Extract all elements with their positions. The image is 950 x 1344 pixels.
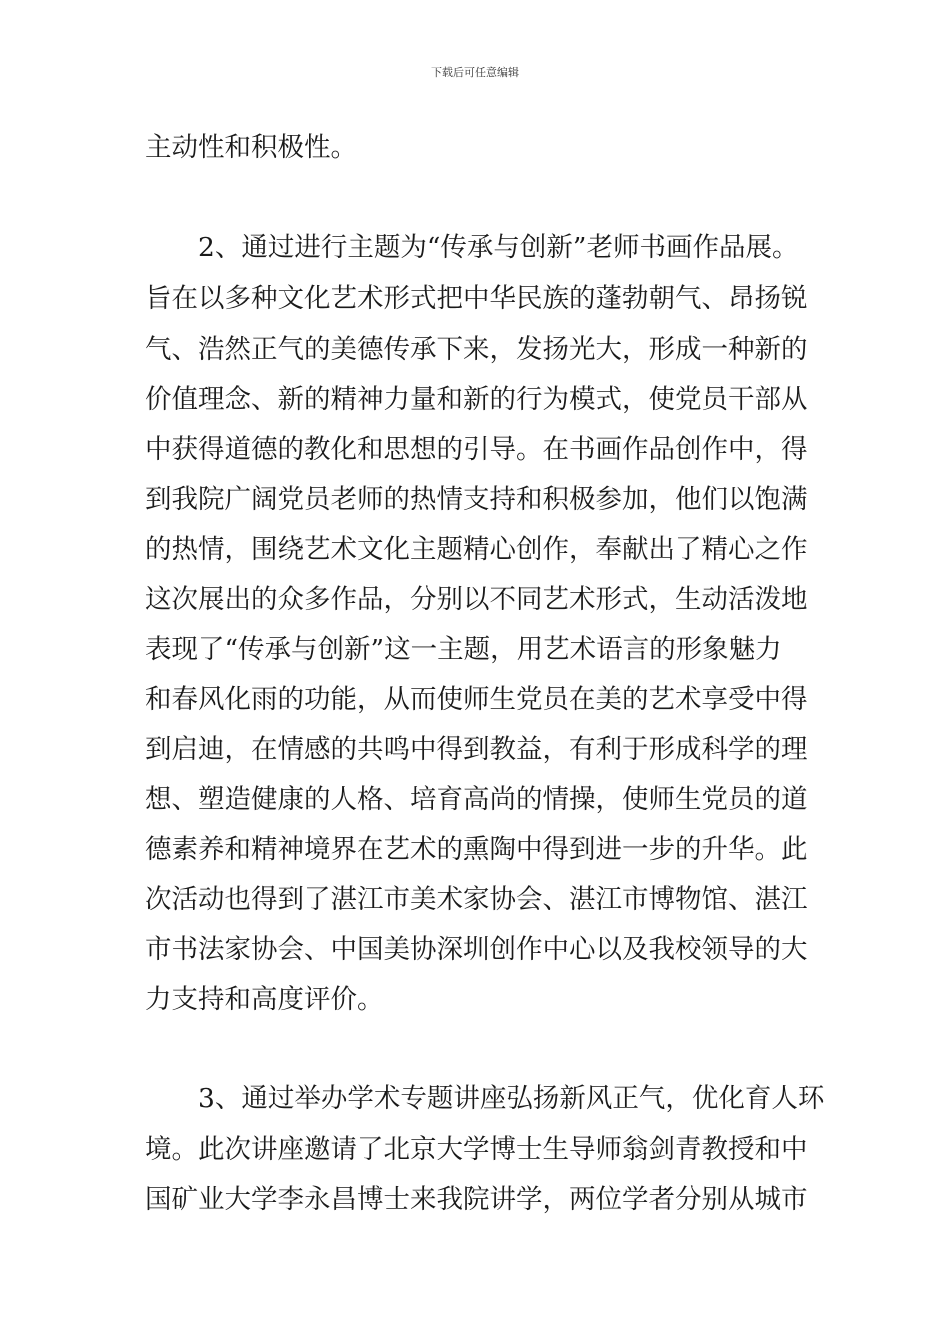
text-line: 旨在以多种文化艺术形式把中华民族的蓬勃朝气、昂扬锐 (145, 283, 808, 314)
text-line: 主动性和积极性。 (145, 132, 357, 163)
text-line: 到我院广阔党员老师的热情支持和积极参加，他们以饱满 (145, 484, 808, 515)
text-line: 价值理念、新的精神力量和新的行为模式，使党员干部从 (145, 384, 808, 415)
text-line: 2、通过进行主题为“传承与创新”老师书画作品展。 (145, 232, 799, 263)
text-line: 中获得道德的教化和思想的引导。在书画作品创作中，得 (145, 434, 808, 465)
text-line: 到启迪，在情感的共鸣中得到教益，有利于形成科学的理 (145, 734, 808, 765)
text-line: 这次展出的众多作品，分别以不同艺术形式，生动活泼地 (145, 584, 808, 615)
text-line: 市书法家协会、中国美协深圳创作中心以及我校领导的大 (145, 934, 808, 965)
page-header: 下载后可任意编辑 (431, 66, 519, 79)
text-line: 气、浩然正气的美德传承下来，发扬光大，形成一种新的 (145, 334, 808, 365)
text-line: 力支持和高度评价。 (145, 984, 384, 1015)
text-line: 想、塑造健康的人格、培育高尚的情操，使师生党员的道 (145, 784, 808, 815)
text-line: 次活动也得到了湛江市美术家协会、湛江市博物馆、湛江 (145, 884, 808, 915)
text-line: 德素养和精神境界在艺术的熏陶中得到进一步的升华。此 (145, 834, 808, 865)
text-line: 国矿业大学李永昌博士来我院讲学，两位学者分别从城市 (145, 1184, 808, 1215)
text-line: 境。此次讲座邀请了北京大学博士生导师翁剑青教授和中 (145, 1134, 808, 1165)
text-line: 的热情，围绕艺术文化主题精心创作，奉献出了精心之作 (145, 534, 808, 565)
text-line: 3、通过举办学术专题讲座弘扬新风正气，优化育人环 (145, 1083, 825, 1114)
text-line: 表现了“传承与创新”这一主题，用艺术语言的形象魅力 (145, 634, 782, 665)
text-line: 和春风化雨的功能，从而使师生党员在美的艺术享受中得 (145, 684, 808, 715)
